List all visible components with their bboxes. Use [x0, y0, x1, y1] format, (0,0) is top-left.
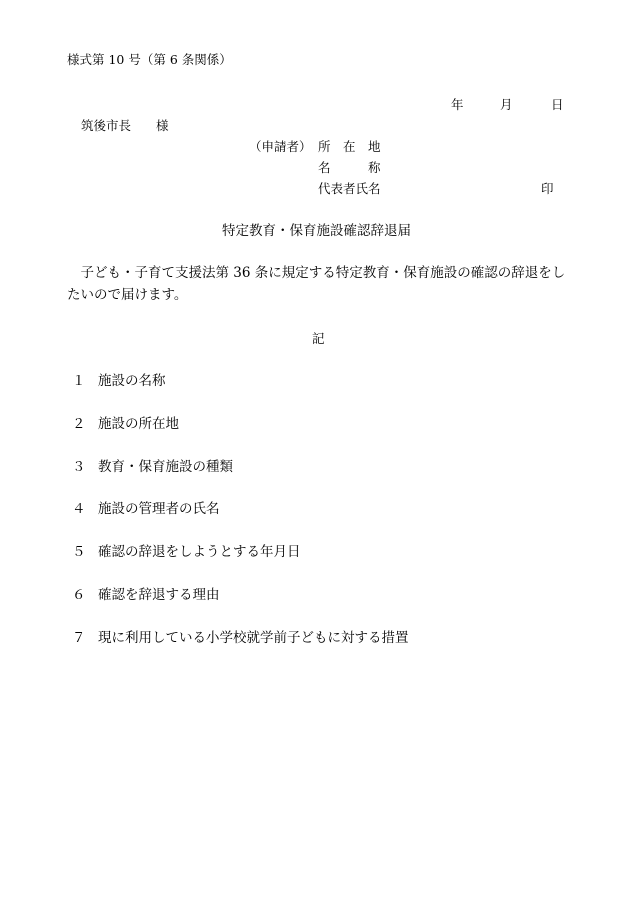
item-label: 教育・保育施設の種類 [98, 459, 233, 475]
body-text: 子ども・子育て支援法第 36 条に規定する特定教育・保育施設の確認の辞退をしたいので届けます。 [67, 265, 566, 303]
seal-mark: 印 [541, 181, 554, 196]
form-number: 様式第 10 号（第 6 条関係） [67, 52, 232, 67]
list-item [72, 416, 179, 432]
document-title: 特定教育・保育施設確認辞退届 [222, 223, 411, 239]
item-label: 確認の辞退をしようとする年月日 [98, 544, 301, 560]
item-label: 確認を辞退する理由 [98, 587, 220, 603]
item-number: １ [72, 373, 86, 389]
name-label: 名 称 [318, 160, 381, 175]
item-number: ２ [72, 416, 86, 432]
date-day: 日 [551, 97, 564, 112]
representative-label: 代表者氏名 [318, 181, 381, 196]
addressee: 筑後市長 様 [81, 118, 169, 133]
item-label: 現に利用している小学校就学前子どもに対する措置 [98, 630, 409, 646]
address-label: 所 在 地 [318, 139, 381, 154]
item-number: ４ [72, 501, 86, 517]
item-number: ５ [72, 544, 86, 560]
item-number: ６ [72, 587, 86, 603]
list-item [72, 630, 409, 646]
item-label: 施設の所在地 [98, 416, 179, 432]
item-label: 施設の管理者の氏名 [98, 501, 220, 517]
list-item [72, 501, 220, 517]
ki-label: 記 [312, 331, 325, 346]
applicant-label: （申請者） [249, 139, 312, 154]
list-item [72, 544, 301, 560]
list-item [72, 459, 233, 475]
item-number: ７ [72, 630, 86, 646]
item-number: ３ [72, 459, 86, 475]
item-label: 施設の名称 [98, 373, 166, 389]
list-item [72, 587, 220, 603]
date-month: 月 [500, 97, 513, 112]
list-item [72, 373, 166, 389]
date-year: 年 [451, 97, 464, 112]
